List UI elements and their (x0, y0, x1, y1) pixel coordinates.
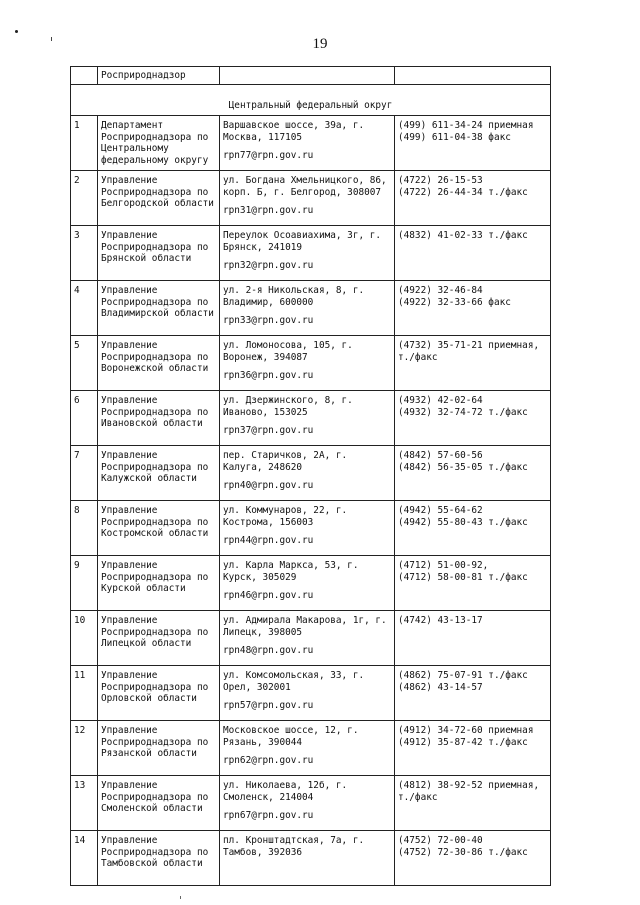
header-cell-empty (395, 67, 551, 85)
office-address: пер. Старичков, 2А, г. Калуга, 248620 (223, 450, 348, 473)
header-cell-empty (220, 67, 395, 85)
address-cell (220, 776, 395, 831)
address-cell (220, 611, 395, 666)
office-name: Управление Росприроднадзора по Липецкой области (98, 611, 220, 666)
office-address: ул. Ломоносова, 105, г. Воронеж, 394087 (223, 340, 353, 363)
row-number: 5 (71, 336, 98, 391)
office-email: rpn31@rpn.gov.ru (223, 205, 314, 217)
row-number: 10 (71, 611, 98, 666)
table-row (71, 336, 551, 391)
row-number: 4 (71, 281, 98, 336)
office-name: Управление Росприроднадзора по Курской области (98, 556, 220, 611)
office-name: Управление Росприроднадзора по Смоленской области (98, 776, 220, 831)
office-name: Управление Росприроднадзора по Тамбовской области (98, 831, 220, 886)
office-address: ул. 2-я Никольская, 8, г. Владимир, 600000 (223, 285, 365, 308)
office-name: Управление Росприроднадзора по Воронежской области (98, 336, 220, 391)
row-number: 6 (71, 391, 98, 446)
office-name: Управление Росприроднадзора по Калужской области (98, 446, 220, 501)
address-cell (220, 281, 395, 336)
district-title: Центральный федеральный округ (71, 84, 551, 116)
office-email: rpn67@rpn.gov.ru (223, 810, 314, 822)
header-cell-empty (71, 67, 98, 85)
office-name: Департамент Росприроднадзора по Центральному федеральному округу (98, 116, 220, 171)
office-name: Управление Росприроднадзора по Владимирской области (98, 281, 220, 336)
address-cell (220, 721, 395, 776)
row-number: 1 (71, 116, 98, 171)
page-number: 19 (312, 36, 328, 52)
scan-speck (180, 896, 181, 899)
address-cell (220, 556, 395, 611)
office-address: ул. Адмирала Макарова, 1г, г. Липецк, 398005 (223, 615, 387, 638)
scan-speck (15, 30, 18, 33)
office-email: rpn57@rpn.gov.ru (223, 700, 314, 712)
office-address: ул. Коммунаров, 22, г. Кострома, 156003 (223, 505, 348, 528)
office-phone: (4922) 32-46-84 (4922) 32-33-66 факс (395, 281, 551, 336)
row-number: 3 (71, 226, 98, 281)
address-cell (220, 116, 395, 171)
office-email: rpn37@rpn.gov.ru (223, 425, 314, 437)
office-address: Переулок Осоавиахима, 3г, г. Брянск, 241019 (223, 230, 382, 253)
office-phone: (4862) 75-07-91 т./факс (4862) 43-14-57 (395, 666, 551, 721)
office-email: rpn44@rpn.gov.ru (223, 535, 314, 547)
office-name: Управление Росприроднадзора по Брянской области (98, 226, 220, 281)
address-cell (220, 666, 395, 721)
row-number: 8 (71, 501, 98, 556)
address-cell (220, 226, 395, 281)
office-name: Управление Росприроднадзора по Белгородской области (98, 171, 220, 226)
office-address: ул. Николаева, 12б, г. Смоленск, 214004 (223, 780, 348, 803)
table-row (71, 611, 551, 666)
table-row (71, 116, 551, 171)
office-phone: (4732) 35-71-21 приемная, т./факс (395, 336, 551, 391)
table-row (71, 721, 551, 776)
office-phone: (4912) 34-72-60 приемная (4912) 35-87-42 т./факс (395, 721, 551, 776)
table-row (71, 226, 551, 281)
office-name: Управление Росприроднадзора по Ивановской области (98, 391, 220, 446)
row-number: 13 (71, 776, 98, 831)
district-row (71, 84, 551, 116)
row-number: 2 (71, 171, 98, 226)
row-number: 7 (71, 446, 98, 501)
header-org-cell: Росприроднадзор (98, 67, 220, 85)
address-cell (220, 171, 395, 226)
office-address: Московское шоссе, 12, г. Рязань, 390044 (223, 725, 359, 748)
header-row (71, 67, 551, 85)
table-row (71, 666, 551, 721)
office-address: Варшавское шоссе, 39а, г. Москва, 117105 (223, 120, 365, 143)
office-phone: (499) 611-34-24 приемная (499) 611-04-38 факс (395, 116, 551, 171)
row-number: 12 (71, 721, 98, 776)
table-row (71, 556, 551, 611)
office-email: rpn33@rpn.gov.ru (223, 315, 314, 327)
office-phone: (4832) 41-02-33 т./факс (395, 226, 551, 281)
office-email: rpn40@rpn.gov.ru (223, 480, 314, 492)
office-email: rpn32@rpn.gov.ru (223, 260, 314, 272)
office-phone: (4942) 55-64-62 (4942) 55-80-43 т./факс (395, 501, 551, 556)
office-address: ул. Богдана Хмельницкого, 86, корп. Б, г. Белгород, 308007 (223, 175, 387, 198)
office-address: ул. Комсомольская, 33, г. Орел, 302001 (223, 670, 365, 693)
office-phone: (4742) 43-13-17 (395, 611, 551, 666)
office-phone: (4812) 38-92-52 приемная, т./факс (395, 776, 551, 831)
office-address: ул. Карла Маркса, 53, г. Курск, 305029 (223, 560, 359, 583)
table-body (71, 67, 551, 886)
row-number: 11 (71, 666, 98, 721)
office-email: rpn46@rpn.gov.ru (223, 590, 314, 602)
office-name: Управление Росприроднадзора по Рязанской области (98, 721, 220, 776)
table-row (71, 776, 551, 831)
row-number: 14 (71, 831, 98, 886)
address-cell (220, 391, 395, 446)
office-email: rpn77@rpn.gov.ru (223, 150, 314, 162)
office-phone: (4932) 42-02-64 (4932) 32-74-72 т./факс (395, 391, 551, 446)
address-cell (220, 446, 395, 501)
table-row (71, 501, 551, 556)
office-email: rpn48@rpn.gov.ru (223, 645, 314, 657)
office-phone: (4712) 51-00-92, (4712) 58-00-81 т./факс (395, 556, 551, 611)
office-phone: (4722) 26-15-53 (4722) 26-44-34 т./факс (395, 171, 551, 226)
table-row (71, 281, 551, 336)
office-address: ул. Дзержинского, 8, г. Иваново, 153025 (223, 395, 353, 418)
office-address: пл. Кронштадтская, 7а, г. Тамбов, 392036 (223, 835, 365, 858)
table-row (71, 446, 551, 501)
office-directory-table (70, 66, 551, 886)
office-email: rpn36@rpn.gov.ru (223, 370, 314, 382)
office-phone: (4842) 57-60-56 (4842) 56-35-05 т./факс (395, 446, 551, 501)
address-cell (220, 831, 395, 886)
office-phone: (4752) 72-00-40 (4752) 72-30-86 т./факс (395, 831, 551, 886)
row-number: 9 (71, 556, 98, 611)
address-cell (220, 336, 395, 391)
office-name: Управление Росприроднадзора по Орловской области (98, 666, 220, 721)
office-email: rpn62@rpn.gov.ru (223, 755, 314, 767)
address-cell (220, 501, 395, 556)
table-row (71, 391, 551, 446)
table-row (71, 171, 551, 226)
office-name: Управление Росприроднадзора по Костромской области (98, 501, 220, 556)
table-row (71, 831, 551, 886)
